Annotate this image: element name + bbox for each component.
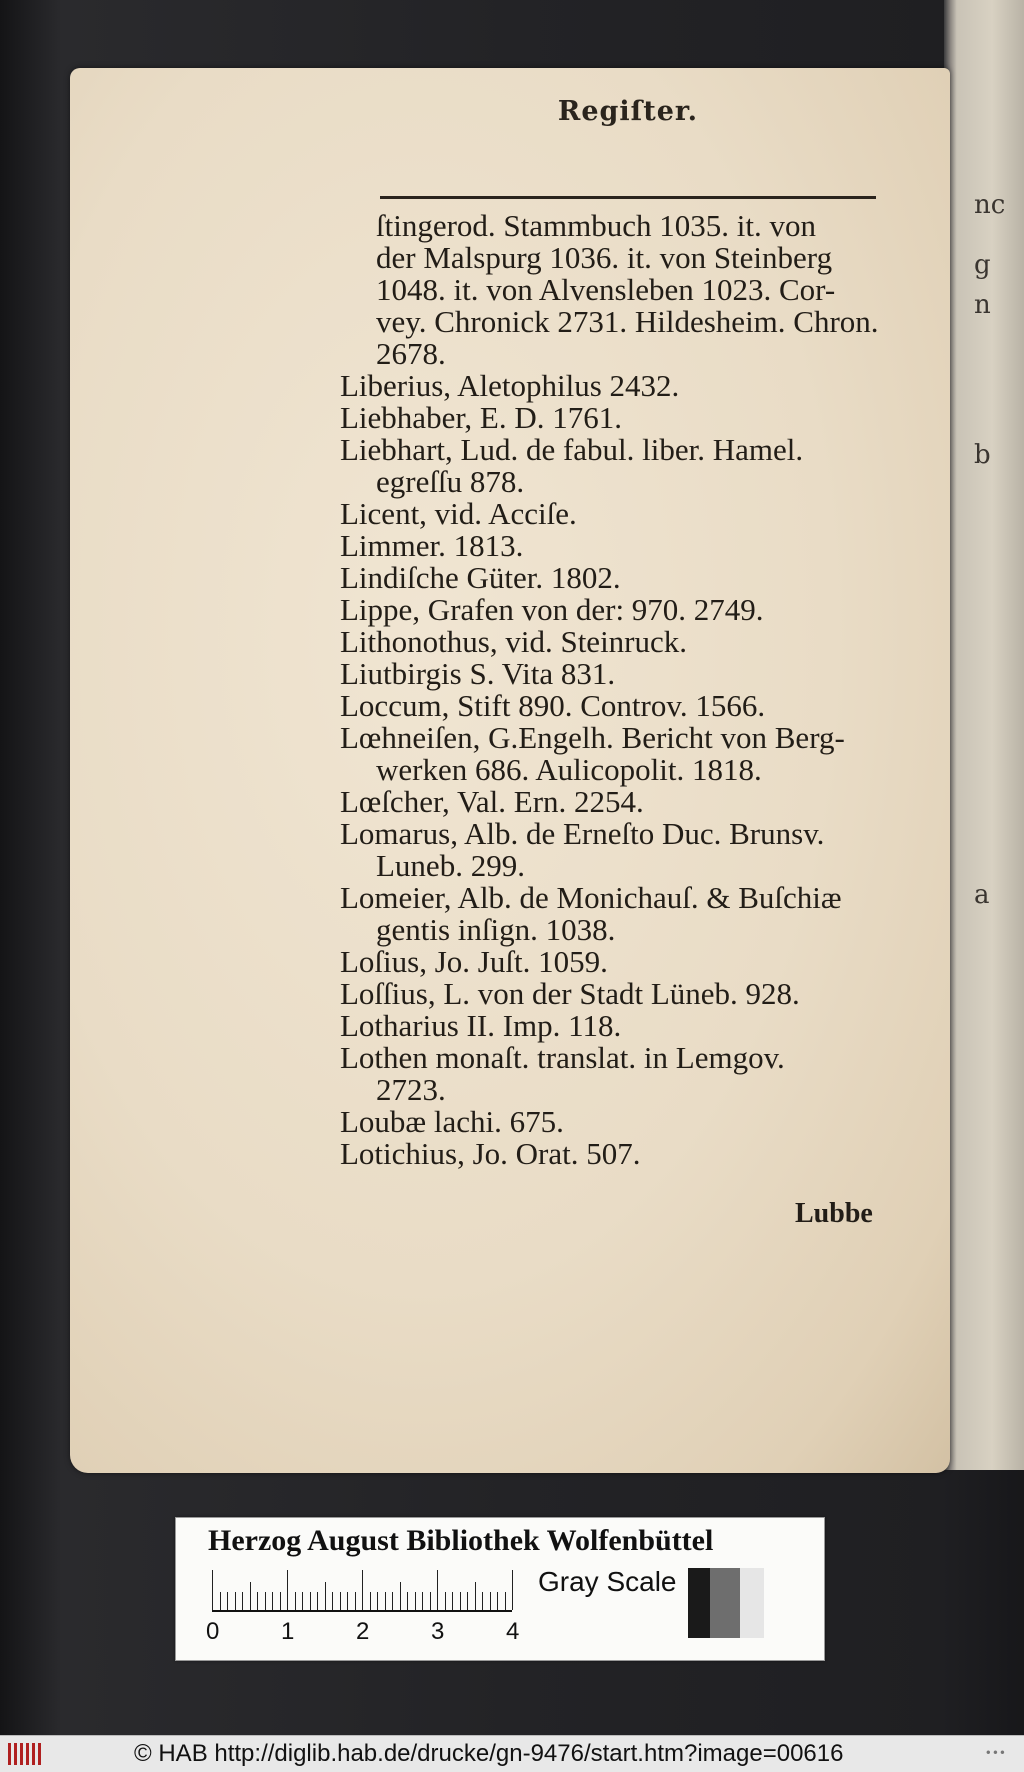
ruler-tick (392, 1592, 393, 1610)
register-entry-line: Lotharius II. Imp. 118. (340, 1008, 622, 1043)
color-calibration-card (175, 1517, 825, 1661)
register-entry-line: Loſius, Jo. Juſt. 1059. (340, 944, 608, 979)
register-entry-line: der Malspurg 1036. it. von Steinberg (376, 240, 833, 275)
scale-number: 0 (206, 1618, 220, 1645)
ruler-tick (242, 1592, 243, 1610)
ruler-tick (400, 1582, 401, 1610)
header-rule (380, 196, 876, 199)
ruler-tick (385, 1592, 386, 1610)
ruler-tick (362, 1570, 363, 1610)
scale-number: 3 (431, 1618, 445, 1645)
ruler-tick (437, 1570, 438, 1610)
register-entry-line: Liebhart, Lud. de fabul. liber. Hamel. (340, 432, 804, 467)
ruler-tick (355, 1592, 356, 1610)
ruler-tick (475, 1582, 476, 1610)
register-entry-line: Loccum, Stift 890. Controv. 1566. (340, 688, 766, 723)
register-entry-line: 2678. (376, 336, 446, 371)
ruler-tick (512, 1570, 513, 1610)
register-entry-line: Liberius, Aletophilus 2432. (340, 368, 680, 403)
gray-swatch-light (740, 1568, 764, 1638)
ruler-tick (280, 1592, 281, 1610)
ruler-tick (332, 1592, 333, 1610)
register-entry-line: Lotichius, Jo. Orat. 507. (340, 1136, 641, 1171)
fragment-text: nc (974, 190, 1006, 220)
ruler-tick (302, 1592, 303, 1610)
scale-number: 4 (506, 1618, 520, 1645)
ruler-tick (340, 1592, 341, 1610)
ruler-tick (445, 1592, 446, 1610)
library-name: Herzog August Bibliothek Wolfenbüttel (208, 1524, 714, 1557)
ruler-tick (415, 1592, 416, 1610)
ruler-tick (460, 1592, 461, 1610)
gray-swatch-black (688, 1568, 710, 1638)
register-entry-line: Lothen monaſt. translat. in Lemgov. (340, 1040, 785, 1075)
register-entry-line: Loſſius, L. von der Stadt Lüneb. 928. (340, 976, 800, 1011)
fragment-text: g (974, 250, 991, 280)
register-entry-line: vey. Chronick 2731. Hildesheim. Chron. (376, 304, 879, 339)
ruler-tick (235, 1592, 236, 1610)
ruler-tick (257, 1592, 258, 1610)
ruler-tick (467, 1592, 468, 1610)
footer-url[interactable]: © HAB http://diglib.hab.de/drucke/gn-9476/start.htm?image=00616 (134, 1740, 844, 1767)
ruler-tick (212, 1570, 213, 1610)
ruler-tick (265, 1592, 266, 1610)
gray-swatch-mid (710, 1568, 740, 1638)
register-entry-line: Lomarus, Alb. de Erneſto Duc. Brunsv. (340, 816, 825, 851)
register-entry-line: gentis inſign. 1038. (376, 912, 616, 947)
ruler-tick (422, 1592, 423, 1610)
ruler-tick (430, 1592, 431, 1610)
register-entry-line: Lithonothus, vid. Steinruck. (340, 624, 688, 659)
register-entry-line: Licent, vid. Acciſe. (340, 496, 577, 531)
hab-logo-icon (8, 1743, 46, 1765)
ruler-tick (250, 1582, 251, 1610)
ruler-tick (325, 1582, 326, 1610)
gray-scale-label: Gray Scale (538, 1566, 677, 1597)
register-entry-line: 2723. (376, 1072, 446, 1107)
catchword: Lubbe (795, 1198, 873, 1229)
ruler-tick (295, 1592, 296, 1610)
register-entry-line: Limmer. 1813. (340, 528, 524, 563)
register-entry-line: ſtingerod. Stammbuch 1035. it. von (376, 208, 816, 243)
ruler-tick (310, 1592, 311, 1610)
register-entries (340, 210, 895, 1170)
fragment-text: a (974, 880, 990, 910)
scale-number: 2 (356, 1618, 370, 1645)
register-entry-line: Liebhaber, E. D. 1761. (340, 400, 622, 435)
ruler-tick (220, 1592, 221, 1610)
register-entry-line: Loubæ lachi. 675. (340, 1104, 564, 1139)
ruler-tick (370, 1592, 371, 1610)
register-entry-line: Luneb. 299. (376, 848, 525, 883)
page-header: Regiſter. (557, 96, 699, 127)
register-entry-line: Lomeier, Alb. de Monichauſ. & Buſchiæ (340, 880, 842, 915)
ruler-tick (452, 1592, 453, 1610)
register-entry-line: Lœhneiſen, G.Engelh. Bericht von Berg- (340, 720, 845, 755)
register-entry-line: Lindiſche Güter. 1802. (340, 560, 621, 595)
fragment-text: b (974, 440, 991, 470)
fragment-text: n (974, 290, 991, 320)
register-entry-line: Lippe, Grafen von der: 970. 2749. (340, 592, 764, 627)
scale-number: 1 (281, 1618, 295, 1645)
ruler-tick (407, 1592, 408, 1610)
footer-bar (0, 1735, 1024, 1772)
register-entry-line: Liutbirgis S. Vita 831. (340, 656, 616, 691)
ruler-scale (212, 1570, 512, 1612)
register-entry-line: 1048. it. von Alvensleben 1023. Cor- (376, 272, 836, 307)
ruler-tick (287, 1570, 288, 1610)
ruler-tick (347, 1592, 348, 1610)
ruler-tick (497, 1592, 498, 1610)
register-entry-line: egreſſu 878. (376, 464, 525, 499)
ruler-tick (490, 1592, 491, 1610)
ruler-tick (317, 1592, 318, 1610)
ruler-tick (482, 1592, 483, 1610)
register-entry-line: werken 686. Aulicopolit. 1818. (376, 752, 762, 787)
adjacent-page-edge (944, 0, 1024, 1470)
ruler-tick (272, 1592, 273, 1610)
register-entry-line: Lœſcher, Val. Ern. 2254. (340, 784, 644, 819)
ruler-tick (505, 1592, 506, 1610)
ruler-tick (377, 1592, 378, 1610)
ruler-tick (227, 1592, 228, 1610)
footer-dots: ••• (984, 1746, 1006, 1760)
